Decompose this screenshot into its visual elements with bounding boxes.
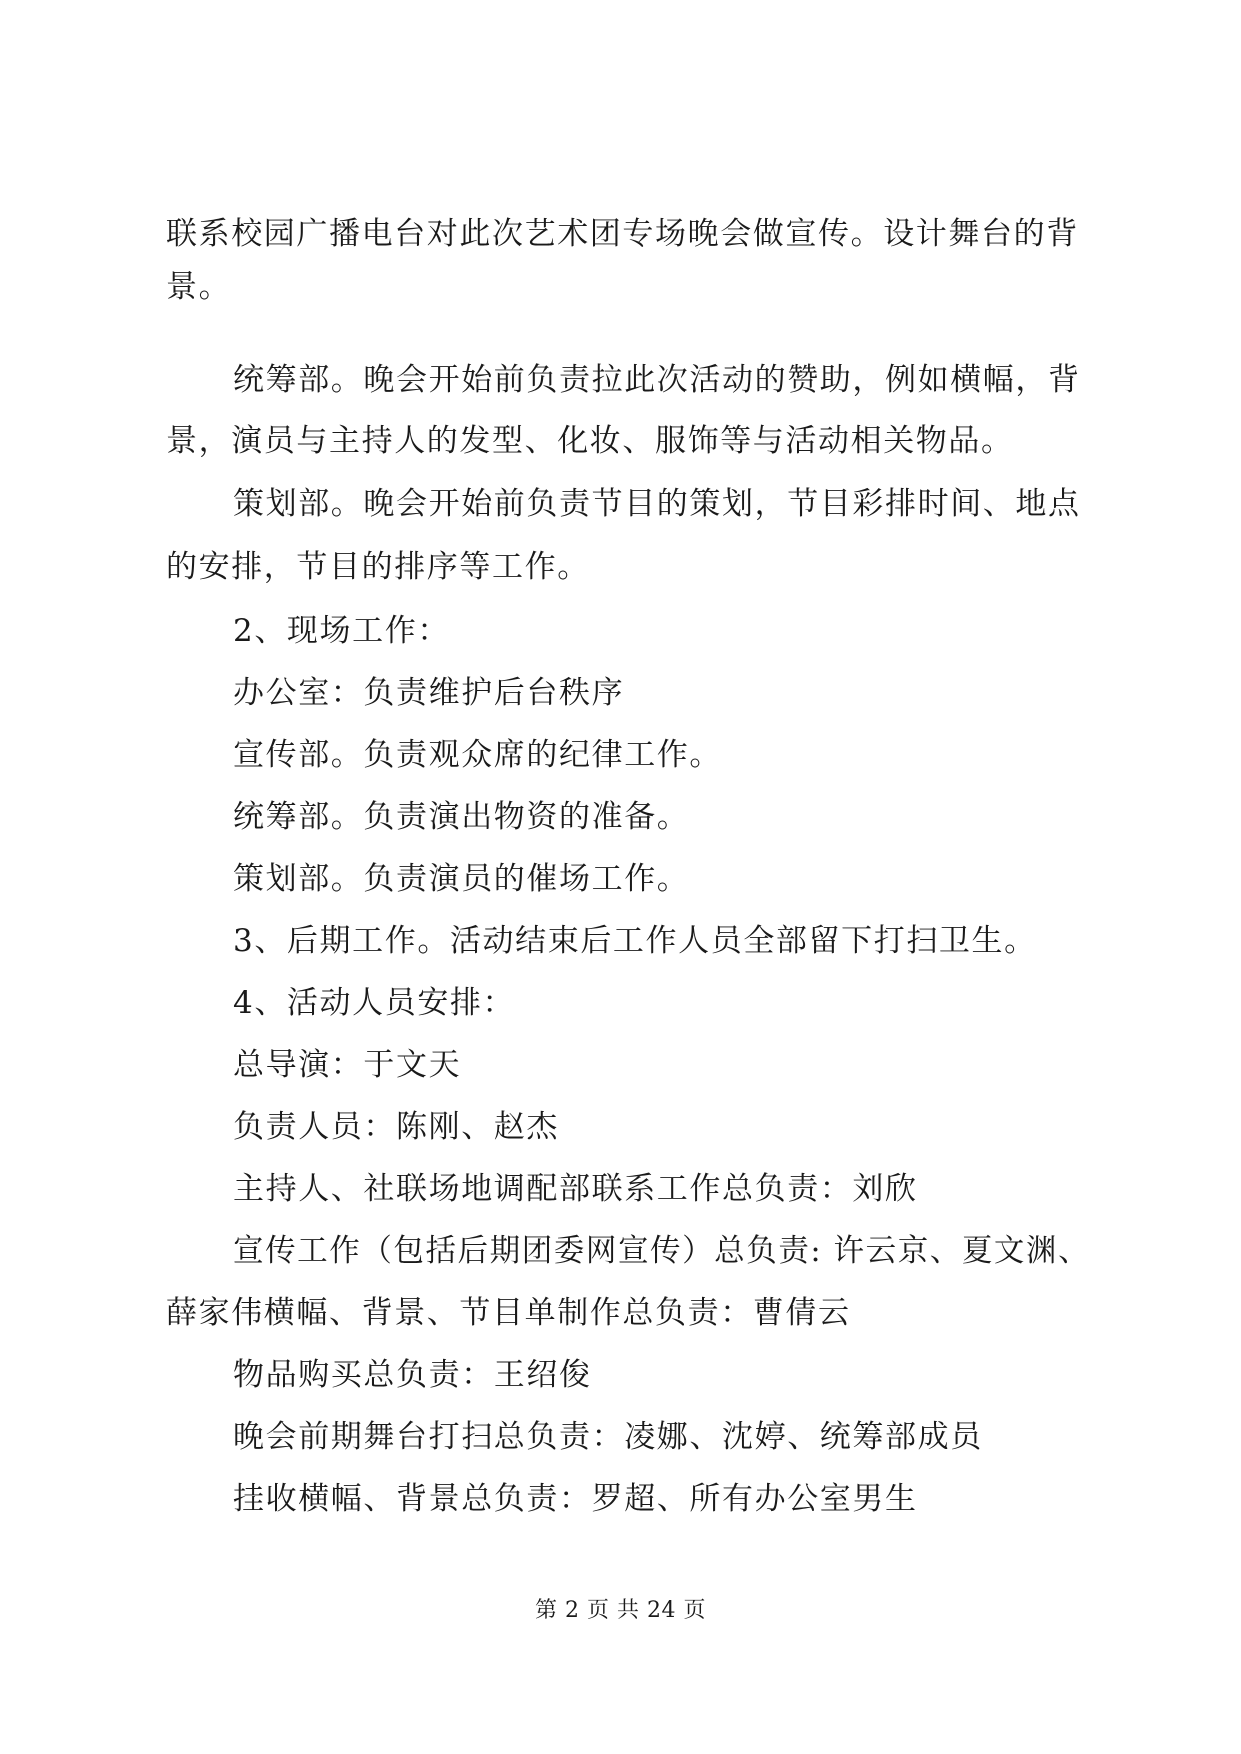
paragraph-line: 负责人员：陈刚、赵杰 <box>233 1109 559 1145</box>
paragraph-line: 统筹部。晚会开始前负责拉此次活动的赞助，例如横幅，背 <box>233 362 1081 398</box>
section-heading: 4、活动人员安排： <box>233 985 516 1021</box>
paragraph-line: 总导演：于文天 <box>233 1047 462 1083</box>
paragraph-line: 物品购买总负责：王绍俊 <box>233 1357 592 1393</box>
paragraph-line: 景。 <box>166 269 232 305</box>
paragraph-line: 策划部。晚会开始前负责节目的策划，节目彩排时间、地点 <box>233 486 1081 522</box>
paragraph-line: 统筹部。负责演出物资的准备。 <box>233 799 690 835</box>
section-heading: 3、后期工作。活动结束后工作人员全部留下打扫卫生。 <box>233 923 1037 959</box>
paragraph-line: 办公室：负责维护后台秩序 <box>233 675 625 711</box>
paragraph-line: 宣传工作（包括后期团委网宣传）总负责: 许云京、夏文渊、 <box>233 1233 1091 1269</box>
section-heading: 2、现场工作： <box>233 613 450 649</box>
page-number-footer: 第 2 页 共 24 页 <box>535 1598 706 1623</box>
paragraph-line: 宣传部。负责观众席的纪律工作。 <box>233 737 722 773</box>
paragraph-line: 主持人、社联场地调配部联系工作总负责：刘欣 <box>233 1171 918 1207</box>
paragraph-line: 薛家伟横幅、背景、节目单制作总负责：曹倩云 <box>166 1295 851 1331</box>
paragraph-line: 挂收横幅、背景总负责：罗超、所有办公室男生 <box>233 1481 918 1517</box>
paragraph-line: 景，演员与主持人的发型、化妆、服饰等与活动相关物品。 <box>166 423 1014 459</box>
paragraph-line: 的安排，节目的排序等工作。 <box>166 549 590 585</box>
paragraph-line: 策划部。负责演员的催场工作。 <box>233 861 690 897</box>
paragraph-line: 联系校园广播电台对此次艺术团专场晚会做宣传。设计舞台的背 <box>166 216 1079 252</box>
paragraph-line: 晚会前期舞台打扫总负责：凌娜、沈婷、统筹部成员 <box>233 1419 983 1455</box>
